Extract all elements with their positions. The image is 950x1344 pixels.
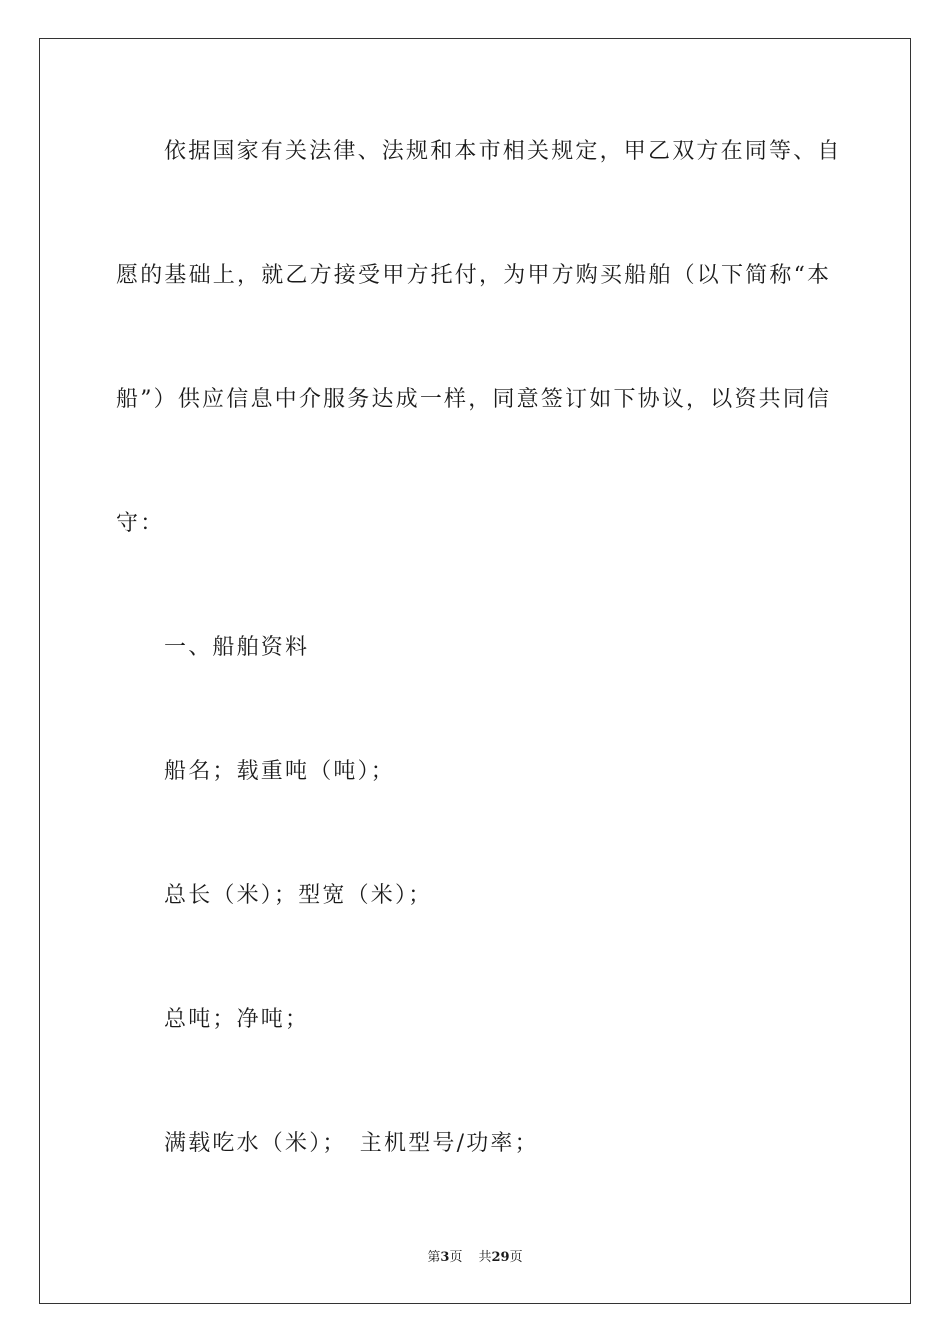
footer-total-prefix: 共 (478, 1250, 492, 1265)
field-line-3: 总吨；净吨； (164, 1007, 310, 1032)
intro-line-3: 船”）供应信息中介服务达成一样，同意签订如下协议，以资共同信 (116, 387, 832, 412)
intro-line-4: 守： (116, 511, 165, 536)
section-title: 一、船舶资料 (164, 635, 310, 660)
footer-page-suffix: 页 (449, 1250, 463, 1265)
intro-line-1: 依据国家有关法律、法规和本市相关规定，甲乙双方在同等、自 (164, 139, 842, 164)
footer-page-number: 3 (440, 1250, 450, 1265)
footer-total-pages: 29 (491, 1250, 510, 1265)
field-line-2: 总长（米）；型宽（米）； (164, 883, 433, 908)
field-line-4: 满载吃水（米）； 主机型号/功率； (164, 1131, 539, 1156)
footer-total-suffix: 页 (509, 1250, 523, 1265)
page-footer (0, 1246, 950, 1265)
page-border (39, 38, 911, 1304)
field-line-1: 船名；载重吨（吨）； (164, 759, 396, 784)
footer-prefix: 第 (427, 1250, 441, 1265)
intro-line-2: 愿的基础上，就乙方接受甲方托付，为甲方购买船舶（以下简称“本 (116, 263, 832, 288)
